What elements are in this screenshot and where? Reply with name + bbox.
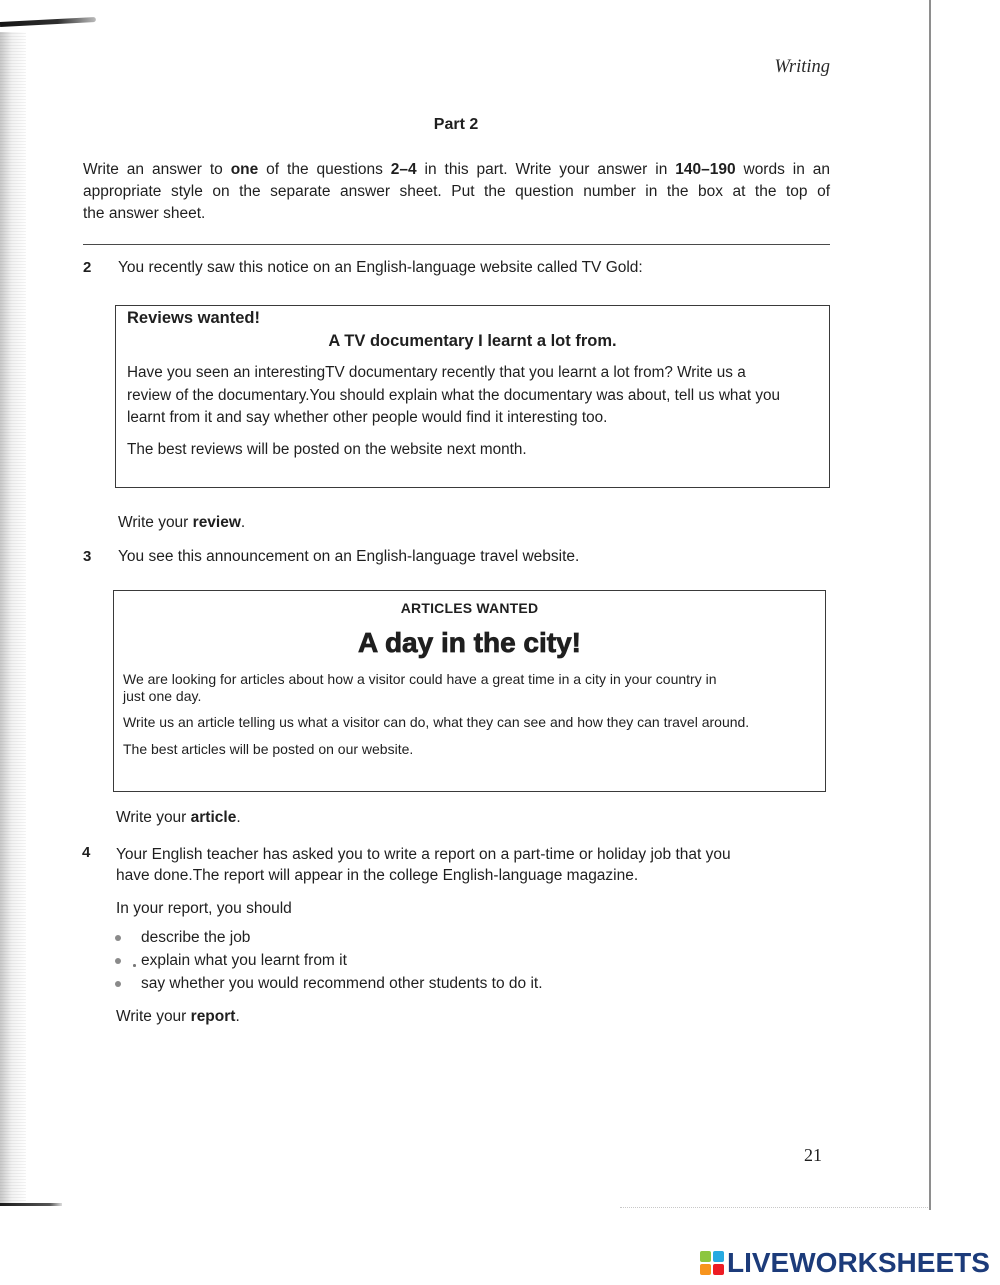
notice-box-reviews — [115, 305, 830, 488]
task-prefix: Write your — [116, 809, 191, 826]
question-lead-in: In your report, you should — [116, 900, 292, 917]
question-prompt: You recently saw this notice on an English-language website called TV Gold: — [118, 259, 643, 276]
notice-body-line: Have you seen an interestingTV documentary recently that you learnt a lot from? Write us a — [127, 364, 746, 381]
logo-tiles-icon — [700, 1251, 724, 1275]
question-prompt — [116, 844, 731, 886]
task-instruction — [118, 512, 245, 534]
instructions-emphasis: one — [230, 161, 259, 178]
list-item-text: say whether you would recommend other students to do it. — [141, 975, 543, 992]
logo-tile — [713, 1251, 724, 1262]
list-item-text: describe the job — [141, 929, 251, 946]
page-number: 21 — [804, 1145, 822, 1165]
task-instruction — [116, 807, 241, 829]
scan-speck — [133, 964, 136, 967]
notice-body-line: learnt from it and say whether other people would find it interesting too. — [127, 409, 608, 426]
instructions-text: words in an — [735, 161, 830, 178]
question-number: 3 — [83, 548, 92, 565]
instructions-line: the answer sheet. — [83, 205, 206, 222]
notice-body-line: just one day. — [123, 687, 202, 704]
question-number: 2 — [83, 259, 92, 276]
task-prefix: Write your — [116, 1008, 191, 1025]
notice-kicker: ARTICLES WANTED — [400, 600, 539, 616]
instructions-emphasis: 140–190 — [675, 161, 736, 178]
instructions-text: of the questions — [258, 161, 391, 178]
question-prompt-line: have done.The report will appear in the college English-language magazine. — [116, 867, 639, 884]
task-prefix: Write your — [118, 514, 193, 531]
notice-footer: The best articles will be posted on our website. — [123, 741, 414, 757]
instructions — [83, 159, 830, 225]
task-instruction — [116, 1006, 240, 1028]
task-suffix: . — [236, 809, 241, 826]
logo-wordmark: LIVEWORKSHEETS — [727, 1247, 990, 1278]
notice-headline: A day in the city! — [357, 627, 581, 658]
instructions-emphasis: 2–4 — [390, 161, 417, 178]
notice-body — [127, 362, 780, 430]
scan-mark-bottom-left — [0, 1203, 62, 1206]
task-type: review — [192, 514, 241, 531]
task-type: report — [190, 1008, 236, 1025]
task-suffix: . — [235, 1008, 240, 1025]
question-prompt: You see this announcement on an English-language travel website. — [118, 548, 580, 565]
notice-title: Reviews wanted! — [127, 309, 260, 327]
instructions-text: Write an answer to — [83, 161, 231, 178]
list-item — [115, 973, 815, 996]
list-item — [115, 950, 815, 973]
bullet-list — [115, 927, 815, 996]
notice-body — [123, 671, 716, 704]
scan-mark-top-left — [0, 17, 96, 27]
question-prompt-line: Your English teacher has asked you to write a report on a part-time or holiday job that you — [116, 846, 731, 863]
notice-body-line: We are looking for articles about how a visitor could have a great time in a city in your country in — [123, 671, 717, 687]
logo-tile — [700, 1264, 711, 1275]
scan-edge-right — [929, 0, 931, 1210]
notice-body-line: review of the documentary.You should explain what the documentary was about, tell us what you — [127, 386, 781, 404]
logo-tile — [713, 1264, 724, 1275]
scan-edge-bottom — [620, 1207, 928, 1208]
instructions-text: in this part. Write your answer in — [416, 161, 676, 178]
notice-detail: Write us an article telling us what a visitor can do, what they can see and how they can travel around. — [123, 714, 750, 730]
notice-heading: A TV documentary I learnt a lot from. — [328, 332, 617, 350]
task-suffix: . — [240, 514, 246, 531]
notice-box-articles — [113, 590, 826, 792]
list-item-text: explain what you learnt from it — [141, 952, 347, 969]
task-type: article — [190, 809, 237, 826]
liveworksheets-logo — [700, 1248, 992, 1278]
instructions-line: appropriate style on the separate answer sheet. Put the question number in the box at the top of — [83, 183, 830, 200]
notice-footer: The best reviews will be posted on the website next month. — [127, 441, 527, 458]
bullet-icon — [115, 981, 121, 987]
logo-tile — [700, 1251, 711, 1262]
question-number: 4 — [82, 844, 91, 861]
list-item — [115, 927, 815, 950]
running-head: Writing — [774, 57, 830, 77]
instructions-line — [83, 159, 830, 181]
scan-edge-left — [0, 32, 26, 1204]
bullet-icon — [115, 935, 121, 941]
section-divider — [83, 244, 830, 245]
bullet-icon — [115, 958, 121, 964]
part-title: Part 2 — [433, 116, 479, 133]
